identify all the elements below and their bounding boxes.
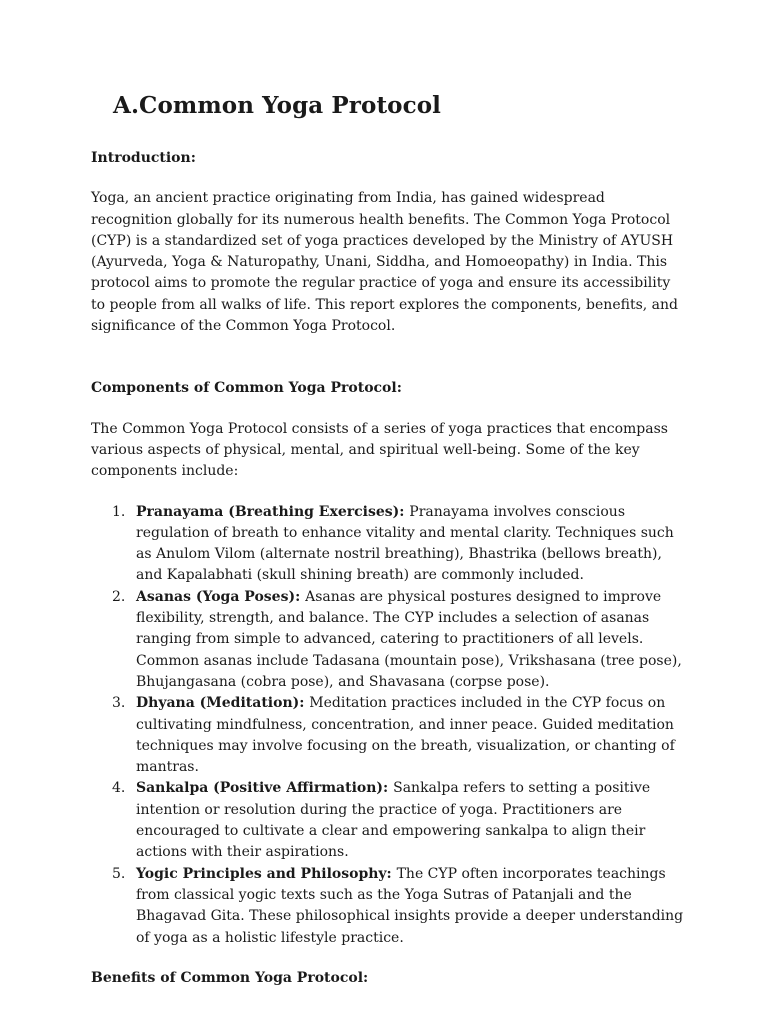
list-item-text: Pranayama involves conscious regulation of breath to enhance vitality and mental clarity. Techniques such as Anulom Vilom (alternate nostril breathing), Bhastrika (bellows breath), and Kapalabhati (skull shining breath) are commonly included.: [136, 503, 674, 584]
introduction-paragraph: Yoga, an ancient practice originating from India, has gained widespread recognition globally for its numerous health benefits. The Common Yoga Protocol (CYP) is a standardized set of yoga practices developed by the Ministry of AYUSH (Ayurveda, Yoga & Naturopathy, Unani, Siddha, and Homoeopathy) in India. This protocol aims to promote the regular practice of yoga and ensure its accessibility to people from all walks of life. This report explores the components, benefits, and significance of the Common Yoga Protocol.: [91, 190, 678, 335]
list-item-text: Meditation practices included in the CYP focus on cultivating mindfulness, concentration, and inner peace. Guided meditation techniques may involve focusing on the breath, visualization, or chanting of mantras.: [136, 695, 675, 776]
introduction-heading: Introduction:: [91, 150, 196, 166]
list-item-number: 3.: [112, 695, 126, 712]
benefits-heading: Benefits of Common Yoga Protocol:: [91, 969, 369, 986]
list-item-number: 5.: [112, 865, 126, 882]
page-title: A.Common Yoga Protocol: [113, 92, 441, 119]
list-item-text: Asanas are physical postures designed to improve flexibility, strength, and balance. The CYP includes a selection of asanas ranging from simple to advanced, catering to practitioners of all levels. Common asanas include Tadasana (mountain pose), Vrikshasana (tree pose), Bhujangasana (cobra pose), and Shavasana (corpse pose).: [136, 588, 682, 690]
document-body: [91, 148, 687, 989]
list-item-term: Yogic Principles and Philosophy:: [136, 865, 397, 882]
list-item-term: Sankalpa (Positive Affirmation):: [136, 780, 394, 797]
list-item: [91, 778, 687, 863]
components-list: [91, 502, 687, 949]
list-item-term: Pranayama (Breathing Exercises):: [136, 503, 410, 520]
list-item: [91, 693, 687, 778]
list-item-number: 1.: [112, 503, 126, 520]
list-item-text: Sankalpa refers to setting a positive intention or resolution during the practice of yoga. Practitioners are encouraged to cultivate a clear and empowering sankalpa to align their actions with their aspirations.: [136, 780, 651, 861]
list-item-number: 4.: [112, 780, 126, 797]
list-item: [91, 502, 687, 587]
components-intro-paragraph: The Common Yoga Protocol consists of a series of yoga practices that encompass various aspects of physical, mental, and spiritual well-being. Some of the key components include:: [91, 420, 668, 480]
list-item: [91, 864, 687, 949]
list-item-term: Asanas (Yoga Poses):: [136, 588, 306, 605]
list-item-text: The CYP often incorporates teachings from classical yogic texts such as the Yoga Sutras of Patanjali and the Bhagavad Gita. These philosophical insights provide a deeper understanding of yoga as a holistic lifestyle practice.: [136, 865, 684, 946]
list-item-number: 2.: [112, 588, 126, 605]
list-item-term: Dhyana (Meditation):: [136, 695, 310, 712]
components-heading: Components of Common Yoga Protocol:: [91, 380, 402, 397]
list-item: [91, 587, 687, 693]
